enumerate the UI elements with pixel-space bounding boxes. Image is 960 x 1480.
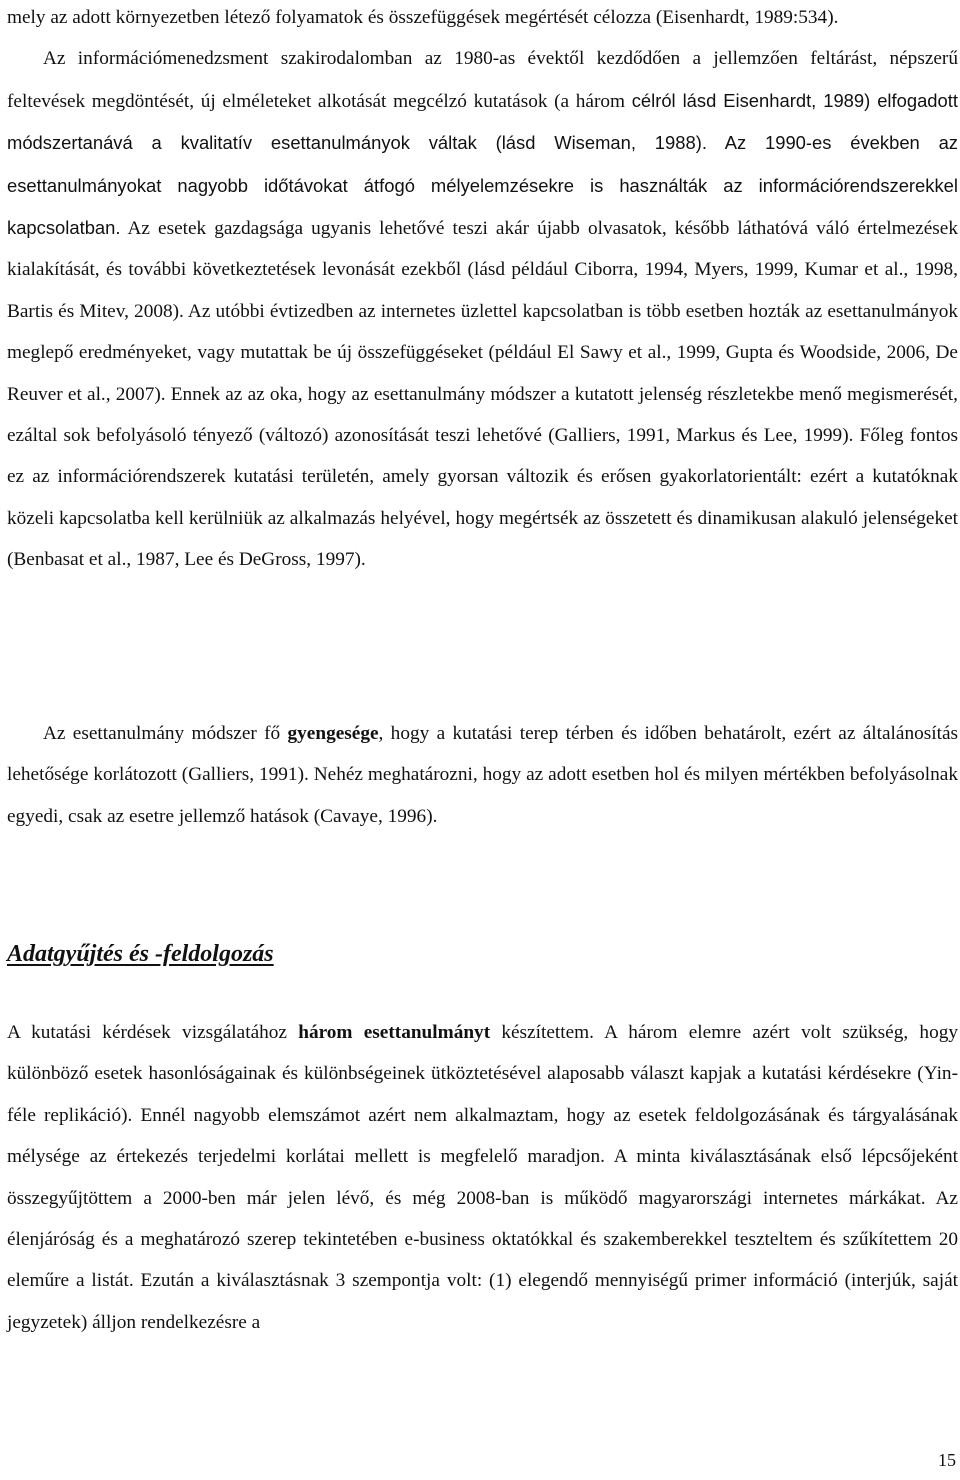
paragraph-1	[7, 0, 958, 581]
section-heading: Adatgyűjtés és -feldolgozás	[7, 941, 274, 967]
paragraph-3-before: A kutatási kérdések vizsgálatához	[7, 1022, 299, 1043]
paragraph-2-bold: gyengesége	[287, 723, 379, 744]
paragraph-2	[7, 713, 958, 837]
paragraph-1-sentence-1: mely az adott környezetben létező folyamatok és összefüggések megértését célozza (Eisenhardt, 1989:534).	[7, 7, 839, 28]
paragraph-3	[7, 1012, 958, 1343]
paragraph-2-before: Az esettanulmány módszer fő	[43, 723, 288, 744]
paragraph-3-after: készítettem. A három elemre azért volt szükség, hogy különböző esetek hasonlóságainak és különbségeinek ütköztetésével alaposabb választ kapjak a kutatási kérdésekre (Yin-féle replikáció). Ennél nagyobb elemszámot azért nem alkalmaztam, hogy az esetek feldolgozásának és tárgyalásának mélysége az értekezés terjedelmi korlátai mellett is megfelelő maradjon. A minta kiválasztásának első lépcsőjeként összegyűjtöttem a 2000-ben már jelen lévő, és még 2008-ban is működő magyarországi internetes márkákat. Az élenjáróság és a meghatározó szerep tekintetében e-business oktatókkal és szakemberekkel teszteltem és szűkítettem 20 eleműre a listát. Ezután a kiválasztásnak 3 szempontja volt: (1) elegendő mennyiségű primer információ (interjúk, saját jegyzetek) álljon rendelkezésre a	[7, 1022, 958, 1333]
paragraph-3-bold: három esettanulmányt	[298, 1022, 491, 1043]
paragraph-1-sentence-3: célról lásd Eisenhardt, 1989) elfogadott módszertanává a kvalitatív esettanulmányok váltak (lásd Wiseman, 1988). Az 1990-es években az esettanulmányokat nagyobb időtávokat átfogó mélyelemzésekre is használták az információrendszerekkel kapcsolatban.	[7, 89, 958, 239]
paragraph-1-sentence-2: Az információmenedzsment szakirodalomban az 1980-as évektől kezdődően a jellemzően feltárást, népszerű feltevések megdöntését, új elméleteket alkotását megcélzó kutatások (a három	[7, 48, 958, 112]
page-number: 15	[938, 1450, 956, 1470]
paragraph-2-after: , hogy a kutatási terep térben és időben behatárolt, ezért az általánosítás lehetősége korlátozott (Galliers, 1991). Nehéz meghatározni, hogy az adott esetben hol és milyen mértékben befolyásolnak egyedi, csak az esetre jellemző hatások (Cavaye, 1996).	[7, 723, 958, 827]
paragraph-1-sentence-4: Az esetek gazdagsága ugyanis lehetővé teszi akár újabb olvasatok, később láthatóvá váló értelmezések kialakítását, és további következtetések levonását ezekből (lásd például Ciborra, 1994, Myers, 1999, Kumar et al., 1998, Bartis és Mitev, 2008). Az utóbbi évtizedben az internetes üzlettel kapcsolatban is több esetben hozták az esettanulmányok meglepő eredményeket, vagy mutattak be új összefüggéseket (például El Sawy et al., 1999, Gupta és Woodside, 2006, De Reuver et al., 2007). Ennek az az oka, hogy az esettanulmány módszer a kutatott jelenség részletekbe menő megismerését, ezáltal sok befolyásoló tényező (változó) azonosítását teszi lehetővé (Galliers, 1991, Markus és Lee, 1999). Főleg fontos ez az információrendszerek kutatási területén, amely gyorsan változik és erősen gyakorlatorientált: ezért a kutatóknak közeli kapcsolatba kell kerülniük az alkalmazás helyével, hogy megértsék az összetett és dinamikusan alakuló jelenségeket (Benbasat et al., 1987, Lee és DeGross, 1997).	[7, 218, 958, 571]
